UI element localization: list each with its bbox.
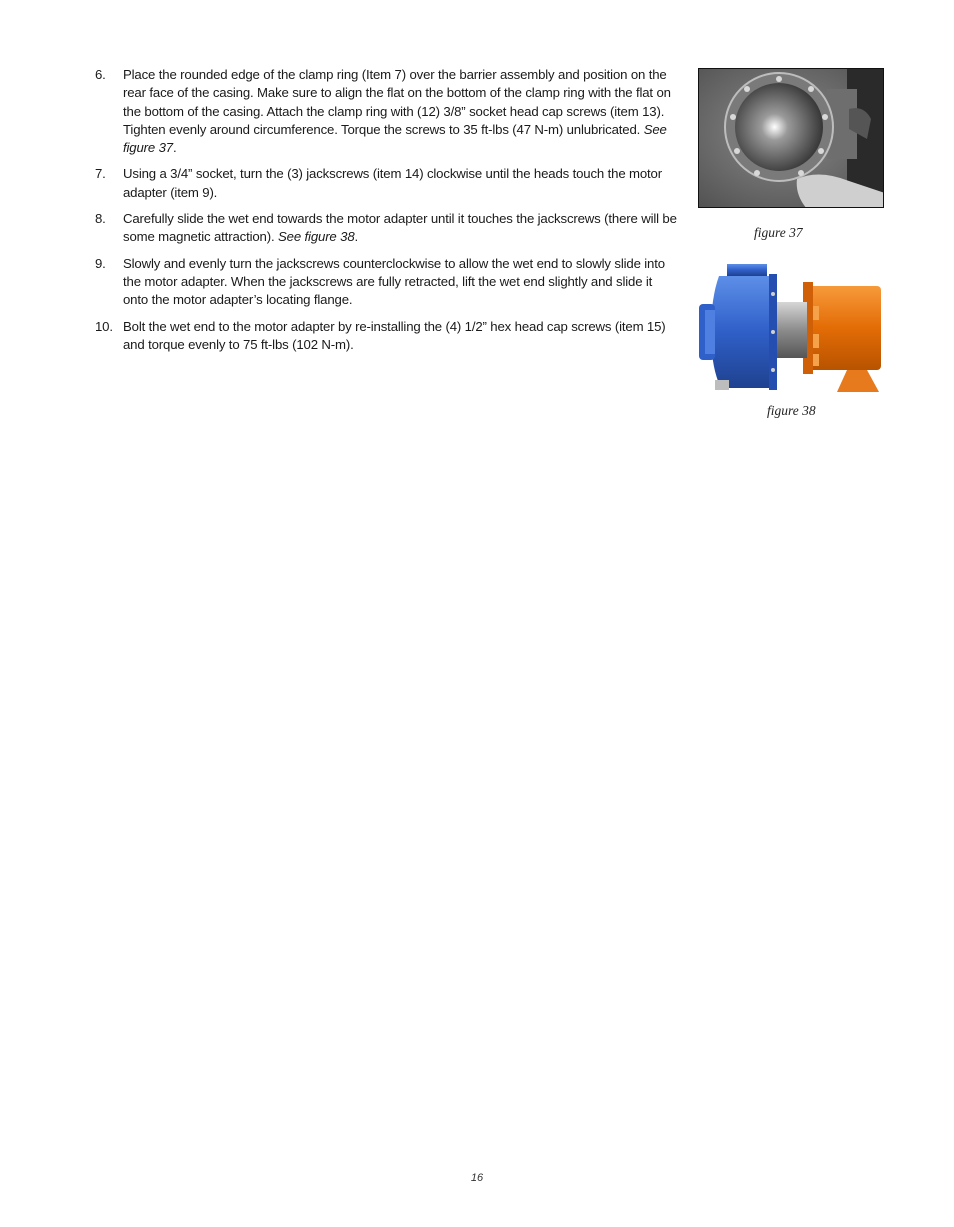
step-number: 6.: [95, 67, 106, 82]
instruction-steps: [95, 66, 680, 362]
figure-37-caption: figure 37: [754, 225, 803, 240]
pump-assembly-rendering: [697, 258, 883, 396]
step-text: Place the rounded edge of the clamp ring (Item 7) over the barrier assembly and position on the rear face of the casing. Make sure to align the flat on the bottom of the clamp ring with the flat on the bottom of the casing. Attach the clamp ring with (12) 3/8” socket head cap screws (item 13). Tighten evenly around circumference. Torque the screws to 35 ft-lbs (47 N-m) unlubricated. See figure 37.: [123, 67, 671, 156]
figure-38-rendering: [697, 258, 883, 396]
step-text: Carefully slide the wet end towards the motor adapter until it touches the jackscrews (there will be some magnetic attraction). See figure 38.: [123, 211, 677, 245]
page-number: 16: [470, 1172, 484, 1184]
clamp-ring-photo: [699, 69, 884, 208]
step-text: Bolt the wet end to the motor adapter by re-installing the (4) 1/2” hex head cap screws (item 15) and torque evenly to 75 ft-lbs (102 N-m).: [123, 318, 666, 352]
step-number: 7.: [95, 166, 106, 182]
step-text: Slowly and evenly turn the jackscrews counterclockwise to allow the wet end to slowly slide into the motor adapter. When the jackscrews are fully retracted, lift the wet end slightly and slide it onto the motor adapter’s locating flange.: [123, 255, 665, 308]
figure-38-caption: figure 38: [767, 403, 816, 418]
step-8: [95, 210, 680, 247]
figure-reference: See figure 38: [278, 229, 355, 245]
step-9: [95, 255, 680, 310]
step-10: [95, 318, 680, 355]
step-number: 8.: [95, 211, 106, 227]
step-text: Using a 3/4” socket, turn the (3) jackscrews (item 14) clockwise until the heads touch the motor adapter (item 9).: [123, 166, 662, 200]
step-number: 9.: [95, 255, 106, 271]
step-7: [95, 165, 680, 202]
step-number: 10.: [95, 318, 113, 334]
figure-reference: See figure 37: [123, 121, 667, 156]
figure-37-photo: [698, 68, 884, 208]
step-6: [95, 66, 680, 157]
